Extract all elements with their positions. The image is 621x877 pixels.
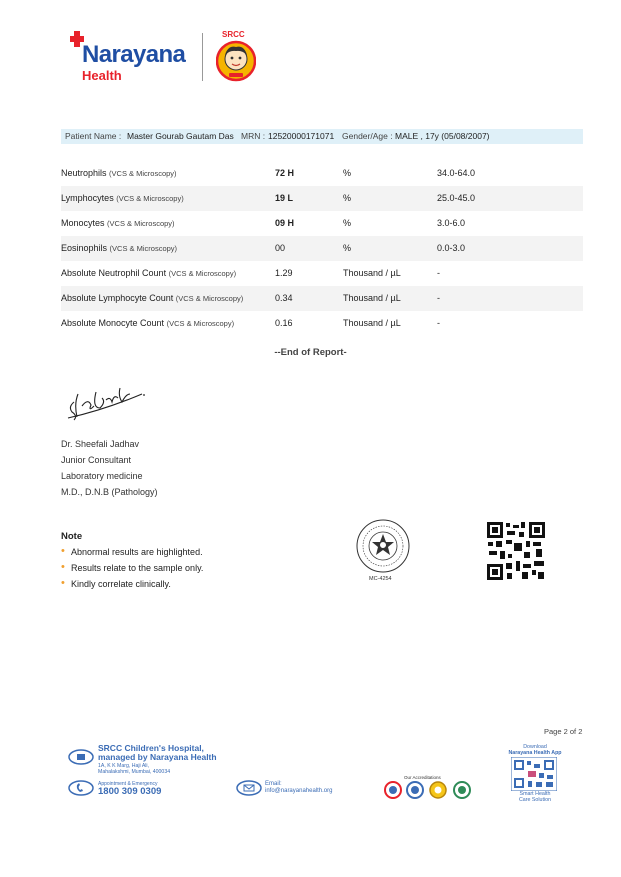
result-row [61,211,583,236]
brand-name: Narayana [82,41,186,68]
test-method: (VCS & Microscopy) [109,244,178,253]
accreditation-badges-icon [382,781,476,799]
test-range: 3.0-6.0 [437,218,466,228]
result-row [61,311,583,336]
result-row [61,236,583,261]
hospital-icon [68,749,94,765]
brand-sub: Health [82,68,122,83]
footer-address-line1: 1A, K K Marg, Haji Ali, [98,763,150,769]
test-range: - [437,268,440,278]
test-unit: % [343,168,352,178]
gender-age-value: MALE , 17y (05/08/2007) [395,131,490,141]
test-range: - [437,293,440,303]
test-value: 00 [275,243,286,253]
app-tagline [498,791,572,803]
test-name: Absolute Lymphocyte Count [61,293,174,303]
mrn-label: MRN : [241,131,266,141]
footer-phone[interactable]: 1800 309 0309 [98,786,162,797]
test-method: (VCS & Microscopy) [175,294,244,303]
test-unit: Thousand / µL [343,268,401,278]
signature-image [64,372,154,424]
nabl-code: MC-4254 [369,576,392,582]
mrn-value: 12520000171071 [268,131,335,141]
doctor-designation: Junior Consultant [61,455,132,465]
footer-phone-block [98,780,161,796]
test-name: Eosinophils [61,243,108,253]
test-unit: Thousand / µL [343,293,401,303]
notes-list [61,544,203,592]
test-unit: % [343,243,352,253]
patient-name: Master Gourab Gautam Das [127,131,234,141]
footer-hospital-line1: SRCC Children's Hospital, [98,743,204,753]
test-unit: % [343,218,352,228]
test-unit: % [343,193,352,203]
test-value: 09 H [275,218,295,228]
footer-hospital-line2: managed by Narayana Health [98,752,217,762]
note-item: • Abnormal results are highlighted. [61,544,203,560]
test-value: 0.34 [275,293,293,303]
patient-name-label: Patient Name : [65,131,122,141]
page-number: Page 2 of 2 [544,727,583,736]
app-download-text [498,744,572,756]
footer-hospital-name [98,744,217,762]
app-qr-code-icon[interactable] [511,757,557,791]
footer-address-line2: Mahalakshmi, Mumbai, 400034 [98,769,171,775]
test-value: 19 L [275,193,294,203]
doctor-name: Dr. Sheefali Jadhav [61,439,140,449]
footer-email-block [265,781,332,795]
test-name: Absolute Neutrophil Count [61,268,167,278]
result-row [61,161,583,186]
app-tagline-line1: Smart Health [519,791,551,797]
test-range: 34.0-64.0 [437,168,476,178]
srcc-logo-text: SRCC [222,30,245,39]
result-row [61,261,583,286]
doctor-qualification: M.D., D.N.B (Pathology) [61,487,158,497]
footer-address [98,763,170,775]
phone-icon [68,780,94,796]
test-range: 0.0-3.0 [437,243,466,253]
footer-phone-label: Appointment & Emergency [98,781,158,787]
nabl-seal-icon [349,518,417,574]
test-value: 0.16 [275,318,293,328]
email-icon [236,780,262,796]
gender-age-label: Gender/Age : [342,131,393,141]
note-item: • Kindly correlate clinically. [61,576,203,592]
app-name: Narayana Health App [508,750,562,756]
patient-info-bar [61,129,583,144]
signatory-block [61,436,158,500]
end-of-report: --End of Report- [274,347,347,358]
test-name: Lymphocytes [61,193,114,203]
qr-code-icon [486,521,546,581]
test-method: (VCS & Microscopy) [166,319,235,328]
footer-email-label: Email: [265,781,282,787]
test-method: (VCS & Microscopy) [109,169,177,178]
test-method: (VCS & Microscopy) [107,219,175,228]
test-range: - [437,318,440,328]
logo-divider [202,33,203,81]
test-range: 25.0-45.0 [437,193,476,203]
test-name: Neutrophils [61,168,107,178]
test-value: 1.29 [275,268,293,278]
test-name: Monocytes [61,218,105,228]
result-row [61,186,583,211]
test-name: Absolute Monocyte Count [61,318,165,328]
test-value: 72 H [275,168,295,178]
app-tagline-line2: Care Solution [518,797,552,803]
result-row [61,286,583,311]
app-download-label: Download [523,744,547,750]
note-item: • Results relate to the sample only. [61,560,203,576]
accreditation-label: Our Accreditations [404,775,441,780]
note-title: Note [61,531,83,542]
footer-email[interactable]: info@narayanahealth.org [265,788,333,794]
doctor-department: Laboratory medicine [61,471,143,481]
test-method: (VCS & Microscopy) [168,269,237,278]
srcc-mascot-icon [216,40,256,82]
test-method: (VCS & Microscopy) [116,194,184,203]
test-unit: Thousand / µL [343,318,401,328]
